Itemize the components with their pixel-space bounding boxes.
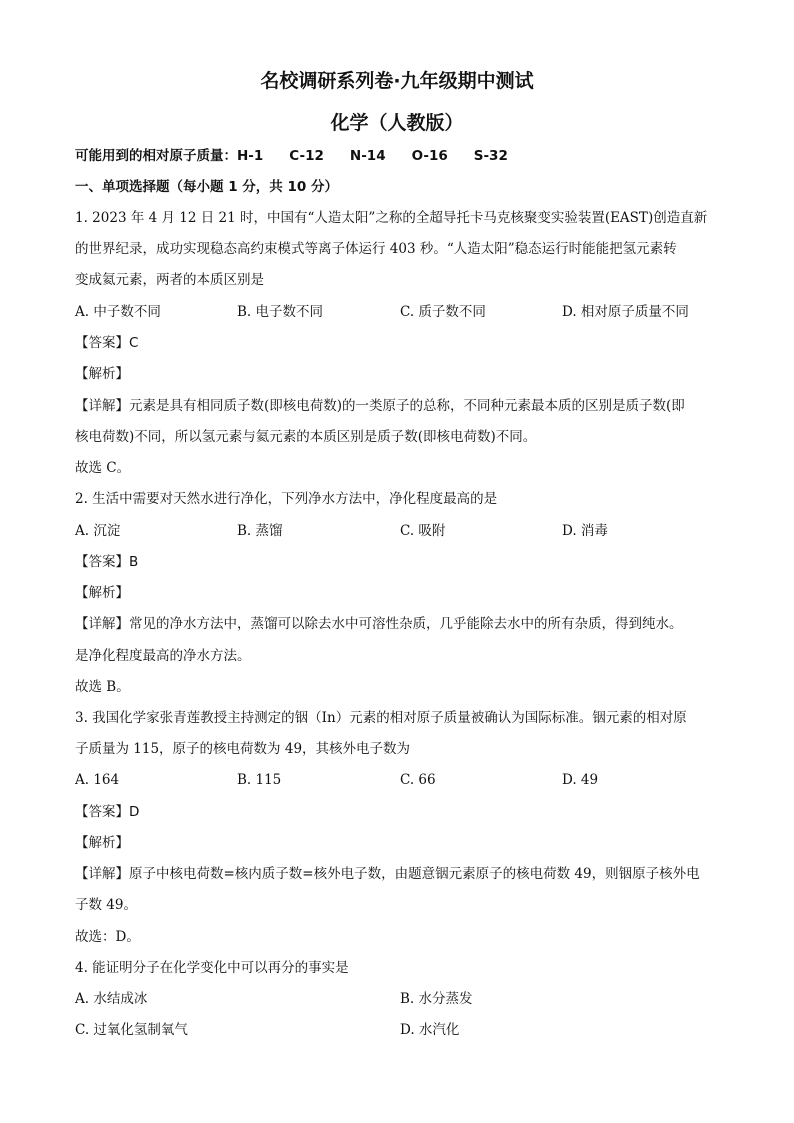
q2-stem: 2. 生活中需要对天然水进行净化，下列净水方法中，净化程度最高的是 bbox=[75, 491, 498, 507]
q3-option-d: D. 49 bbox=[562, 772, 599, 788]
q1-option-d: D. 相对原子质量不同 bbox=[562, 304, 689, 320]
q1-detail-line-1: 【详解】元素是具有相同质子数(即核电荷数)的一类原子的总称，不同种元素最本质的区别是质子数(即 bbox=[75, 398, 685, 414]
page-title: 名校调研系列卷·九年级期中测试 bbox=[260, 70, 534, 92]
atomic-mass-o: O-16 bbox=[411, 148, 448, 164]
q3-option-a: A. 164 bbox=[75, 772, 120, 788]
atomic-mass-label: 可能用到的相对原子质量：H-1 bbox=[75, 148, 264, 164]
q2-option-b: B. 蒸馏 bbox=[237, 523, 283, 539]
q2-option-c: C. 吸附 bbox=[400, 523, 446, 539]
q3-detail-line-1: 【详解】原子中核电荷数=核内质子数=核外电子数，由题意铟元素原子的核电荷数 49，则铟原子核外电 bbox=[75, 866, 700, 882]
q3-stem-line-1: 3. 我国化学家张青莲教授主持测定的铟（In）元素的相对原子质量被确认为国际标准。铟元素的相对原 bbox=[75, 710, 687, 726]
q4-option-c: C. 过氧化氢制氧气 bbox=[75, 1022, 188, 1038]
q1-stem-line-1: 1. 2023 年 4 月 12 日 21 时，中国有“人造太阳”之称的全超导托卡马克核聚变实验装置(EAST)创造直新 bbox=[75, 210, 708, 226]
q4-option-b: B. 水分蒸发 bbox=[400, 991, 473, 1007]
q2-conclusion: 故选 B。 bbox=[75, 679, 130, 695]
q3-analysis: 【解析】 bbox=[75, 835, 129, 851]
q1-option-c: C. 质子数不同 bbox=[400, 304, 486, 320]
q2-detail-line-2: 是净化程度最高的净水方法。 bbox=[75, 648, 251, 664]
q3-answer: 【答案】D bbox=[75, 804, 140, 820]
q1-analysis: 【解析】 bbox=[75, 366, 129, 382]
page-subtitle: 化学（人教版） bbox=[330, 112, 464, 134]
q4-stem: 4. 能证明分子在化学变化中可以再分的事实是 bbox=[75, 960, 349, 976]
q1-answer: 【答案】C bbox=[75, 335, 139, 351]
q2-analysis: 【解析】 bbox=[75, 585, 129, 601]
q2-option-d: D. 消毒 bbox=[562, 523, 608, 539]
q2-option-a: A. 沉淀 bbox=[75, 523, 121, 539]
q3-stem-line-2: 子质量为 115，原子的核电荷数为 49，其核外电子数为 bbox=[75, 741, 411, 757]
section-heading: 一、单项选择题（每小题 1 分，共 10 分） bbox=[75, 179, 338, 195]
q1-option-b: B. 电子数不同 bbox=[237, 304, 324, 320]
q1-stem-line-3: 变成氦元素，两者的本质区别是 bbox=[75, 272, 264, 288]
q4-option-d: D. 水汽化 bbox=[400, 1022, 460, 1038]
q1-stem-line-2: 的世界纪录，成功实现稳态高约束模式等离子体运行 403 秒。“人造太阳”稳态运行时能能把氢元素转 bbox=[75, 241, 677, 257]
q3-option-b: B. 115 bbox=[237, 772, 282, 788]
q3-conclusion: 故选：D。 bbox=[75, 929, 140, 945]
q3-detail-line-2: 子数 49。 bbox=[75, 897, 137, 913]
atomic-mass-s: S-32 bbox=[473, 148, 508, 164]
q2-detail-line-1: 【详解】常见的净水方法中，蒸馏可以除去水中可溶性杂质，几乎能除去水中的所有杂质，得到纯水。 bbox=[75, 616, 683, 632]
q3-option-c: C. 66 bbox=[400, 772, 436, 788]
q1-option-a: A. 中子数不同 bbox=[75, 304, 161, 320]
q2-answer: 【答案】B bbox=[75, 554, 139, 570]
atomic-mass-c: C-12 bbox=[289, 148, 324, 164]
q1-conclusion: 故选 C。 bbox=[75, 460, 131, 476]
atomic-mass-n: N-14 bbox=[349, 148, 386, 164]
q1-detail-line-2: 核电荷数)不同，所以氢元素与氦元素的本质区别是质子数(即核电荷数)不同。 bbox=[75, 429, 537, 445]
q4-option-a: A. 水结成冰 bbox=[75, 991, 148, 1007]
atomic-mass-line bbox=[75, 146, 725, 166]
